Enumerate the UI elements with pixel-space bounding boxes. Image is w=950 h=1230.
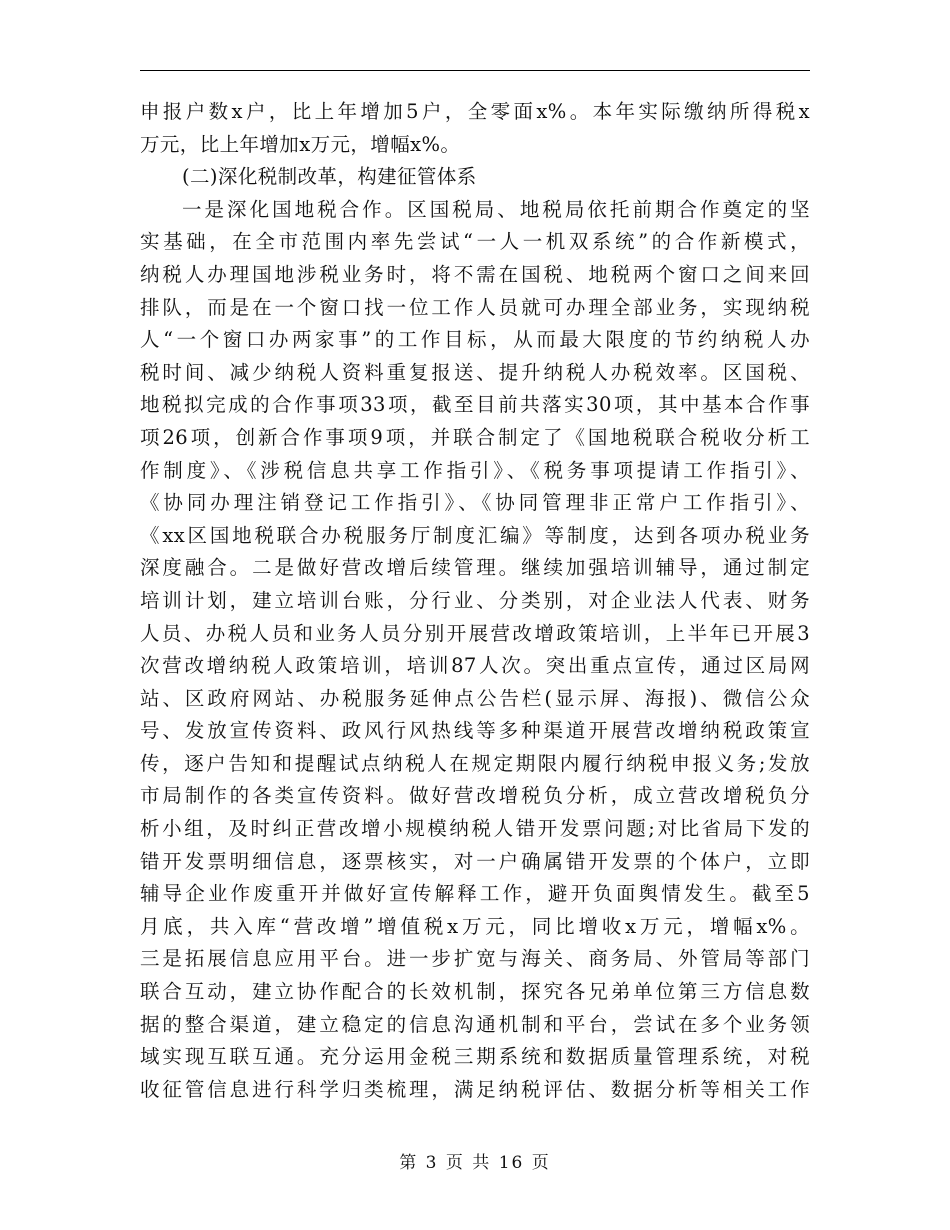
text-line: 申报户数x户，比上年增加5户，全零面x%。本年实际缴纳所得税x: [140, 100, 810, 123]
text-line: 域实现互联互通。充分运用金税三期系统和数据质量管理系统，对税: [140, 1045, 810, 1069]
text-line: 错开发票明细信息，逐票核实，对一户确属错开发票的个体户，立即: [140, 849, 810, 873]
text-line: 《xx区国地税联合办税服务厅制度汇编》等制度，达到各项办税业务: [140, 523, 810, 547]
text-line: 万元，比上年增加x万元，增幅x%。: [140, 132, 461, 156]
text-line: 人“一个窗口办两家事”的工作目标，从而最大限度的节约纳税人办: [140, 328, 810, 352]
text-line: 辅导企业作废重开并做好宣传解释工作，避开负面舆情发生。截至5: [140, 882, 810, 906]
text-line: 联合互动，建立协作配合的长效机制，探究各兄弟单位第三方信息数: [140, 980, 810, 1004]
text-line: 实基础，在全市范围内率先尝试“一人一机双系统”的合作新模式，: [140, 230, 810, 254]
text-line: (二)深化税制改革，构建征管体系: [182, 165, 477, 189]
text-line: 析小组，及时纠正营改增小规模纳税人错开发票问题;对比省局下发的: [140, 817, 810, 841]
text-line: 培训计划，建立培训台账，分行业、分类别，对企业法人代表、财务: [140, 588, 810, 612]
text-line: 纳税人办理国地涉税业务时，将不需在国税、地税两个窗口之间来回: [140, 262, 810, 286]
text-line: 深度融合。二是做好营改增后续管理。继续加强培训辅导，通过制定: [140, 556, 810, 580]
header-rule: [140, 70, 810, 71]
text-line: 人员、办税人员和业务人员分别开展营改增政策培训，上半年已开展3: [140, 621, 810, 645]
text-line: 传，逐户告知和提醒试点纳税人在规定期限内履行纳税申报义务;发放: [140, 751, 810, 775]
page-number: 第 3 页 共 16 页: [399, 1153, 551, 1173]
text-line: 号、发放宣传资料、政风行风热线等多种渠道开展营改增纳税政策宣: [140, 719, 810, 743]
text-line: 税时间、减少纳税人资料重复报送、提升纳税人办税效率。区国税、: [140, 360, 810, 384]
text-line: 《协同办理注销登记工作指引》、《协同管理非正常户工作指引》、: [140, 491, 810, 515]
text-line: 月底，共入库“营改增”增值税x万元，同比增收x万元，增幅x%。: [140, 914, 810, 938]
text-line: 排队，而是在一个窗口找一位工作人员就可办理全部业务，实现纳税: [140, 295, 810, 319]
text-line: 站、区政府网站、办税服务延伸点公告栏(显示屏、海报)、微信公众: [140, 686, 810, 710]
text-line: 市局制作的各类宣传资料。做好营改增税负分析，成立营改增税负分: [140, 784, 810, 808]
text-line: 据的整合渠道，建立稳定的信息沟通机制和平台，尝试在多个业务领: [140, 1012, 810, 1036]
text-line: 项26项，创新合作事项9项，并联合制定了《国地税联合税收分析工: [140, 425, 810, 449]
text-line: 一是深化国地税合作。区国税局、地税局依托前期合作奠定的坚: [182, 197, 810, 221]
text-line: 收征管信息进行科学归类梳理，满足纳税评估、数据分析等相关工作: [140, 1077, 810, 1101]
document-body: [140, 96, 810, 1106]
text-line: 地税拟完成的合作事项33项，截至目前共落实30项，其中基本合作事: [140, 393, 810, 417]
text-line: 作制度》、《涉税信息共享工作指引》、《税务事项提请工作指引》、: [140, 458, 810, 482]
text-line: 次营改增纳税人政策培训，培训87人次。突出重点宣传，通过区局网: [140, 654, 810, 678]
text-line: 三是拓展信息应用平台。进一步扩宽与海关、商务局、外管局等部门: [140, 947, 810, 971]
